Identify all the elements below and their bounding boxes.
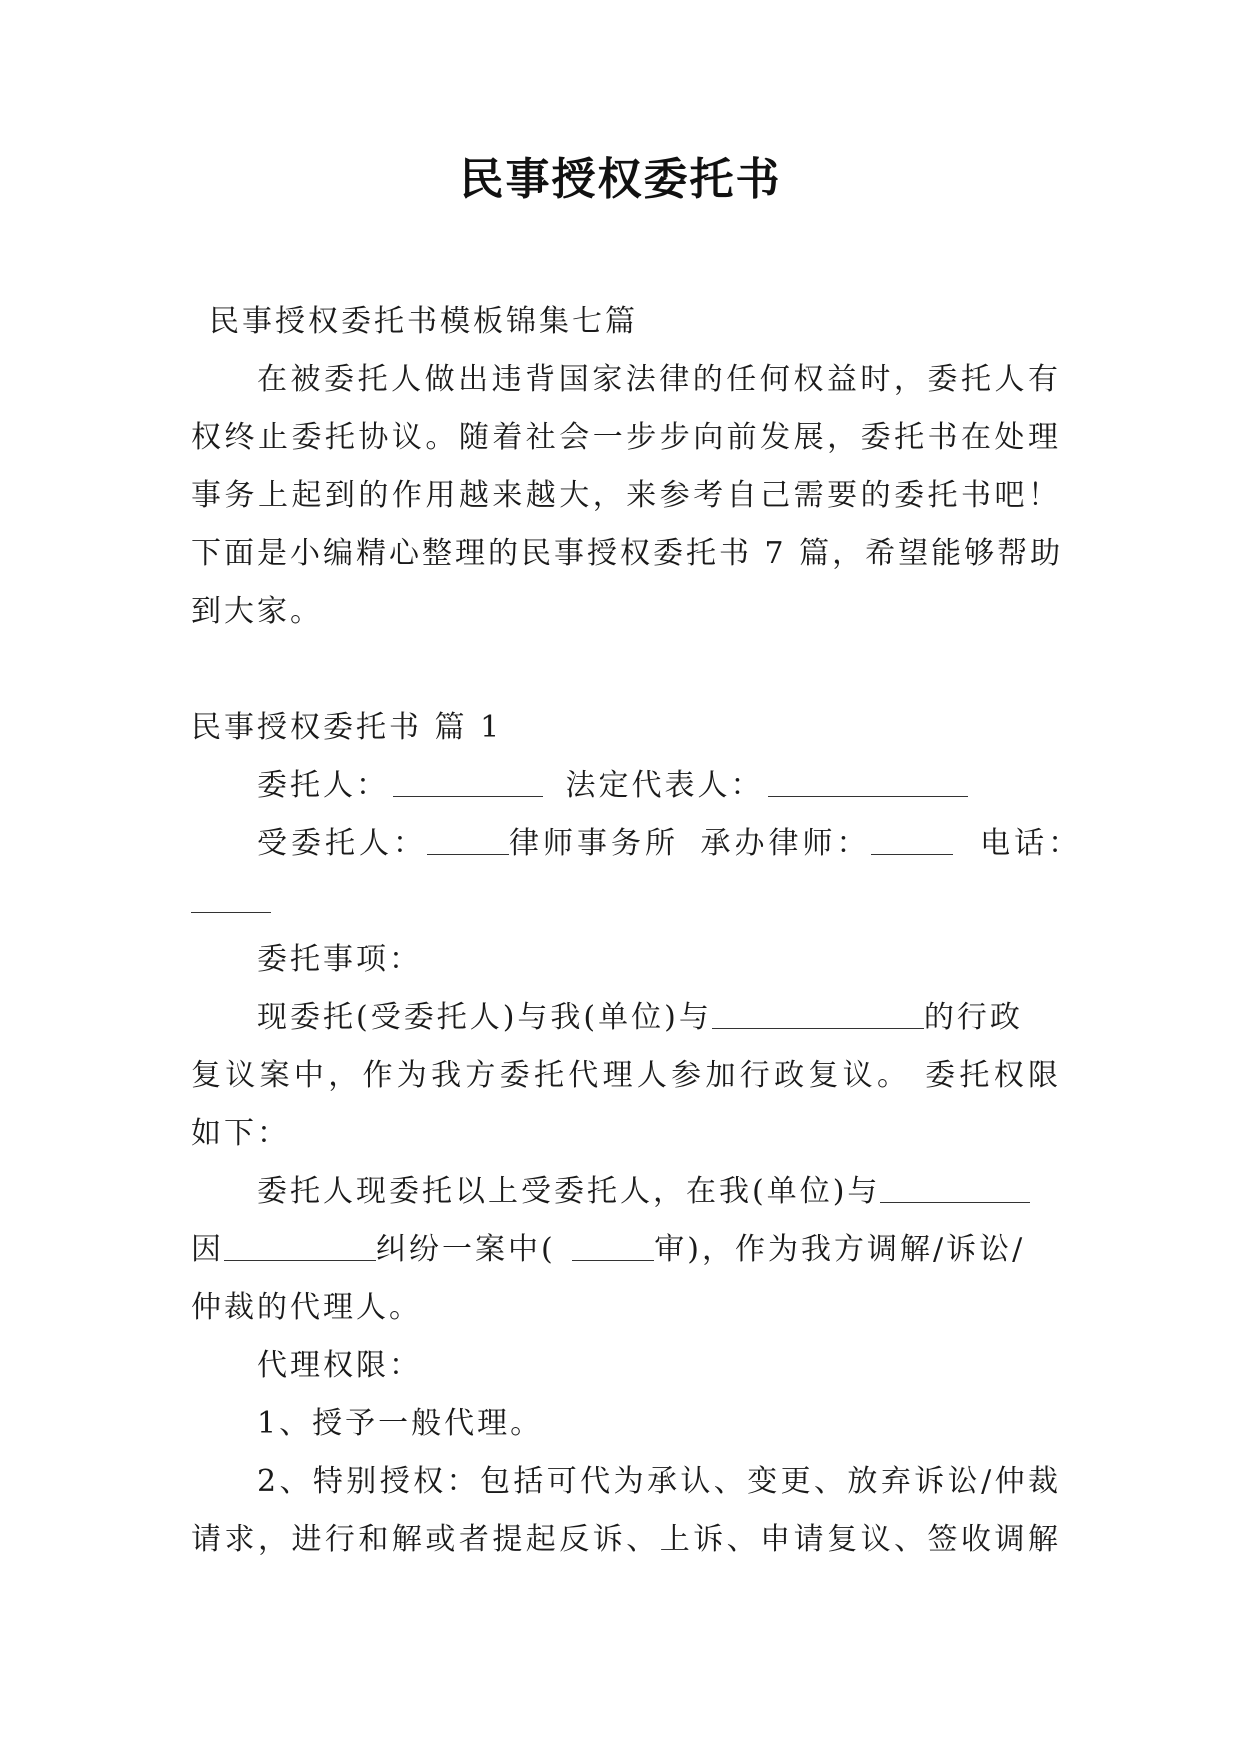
phone-blank [191,880,271,913]
matters-line: 如下： [191,1116,290,1151]
authority-item-2: 2、特别授权：包括可代为承认、变更、放弃诉讼/仲裁 [257,1464,1061,1499]
entrust-blank [880,1170,1030,1203]
authority-item-1: 1、授予一般代理。 [257,1406,544,1441]
lawyer-blank [871,822,953,855]
phone-label: 电话： [980,826,1083,861]
matters-line [191,989,1061,1047]
authority-label: 代理权限： [257,1348,422,1383]
intro-line: 在被委托人做出违背国家法律的任何权益时，委托人有 [257,362,1061,397]
entrust-line [191,1221,1061,1279]
document-body [191,293,1083,1569]
intro-line: 事务上起到的作用越来越大，来参考自己需要的委托书吧！ [191,478,1061,513]
entrust-line: 仲裁的代理人。 [191,1290,422,1325]
law-firm-label: 律师事务所 [509,826,679,861]
entrust-text: 审)，作为我方调解/诉讼/ [654,1232,1026,1267]
trial-blank [572,1228,654,1261]
principal-label: 委托人： [257,768,389,803]
matters-text: 现委托(受委托人)与我(单位)与 [257,1000,712,1035]
intro-line: 权终止委托协议。随着社会一步步向前发展，委托书在处理 [191,420,1061,455]
authority-item-2-cont: 请求，进行和解或者提起反诉、上诉、申请复议、签收调解 [191,1522,1061,1557]
entrust-text: 纠纷一案中( [376,1232,556,1267]
entrust-blank [224,1228,376,1261]
principal-line [191,757,1061,815]
legal-rep-blank [768,764,968,797]
intro-line: 到大家。 [191,594,323,629]
entrust-text: 委托人现委托以上受委托人，在我(单位)与 [257,1174,881,1209]
matters-blank [712,996,924,1029]
matters-label: 委托事项： [257,942,422,977]
spacer [191,641,1061,699]
matters-line: 复议案中，作为我方委托代理人参加行政复议。 委托权限 [191,1058,1061,1093]
document-title: 民事授权委托书 [459,154,782,205]
phone-line [191,873,1061,931]
agent-line [191,815,1083,873]
agent-blank [427,822,509,855]
intro-line: 下面是小编精心整理的民事授权委托书 7 篇，希望能够帮助 [191,536,1064,571]
legal-rep-label: 法定代表人： [565,768,764,803]
principal-blank [393,764,543,797]
document-subtitle: 民事授权委托书模板锦集七篇 [209,304,638,339]
lawyer-label: 承办律师： [700,826,871,861]
section-heading: 民事授权委托书 篇 1 [191,710,503,745]
agent-label: 受委托人： [257,826,427,861]
entrust-line [191,1163,1061,1221]
entrust-text: 因 [191,1232,224,1267]
matters-text: 的行政 [923,1000,1023,1035]
